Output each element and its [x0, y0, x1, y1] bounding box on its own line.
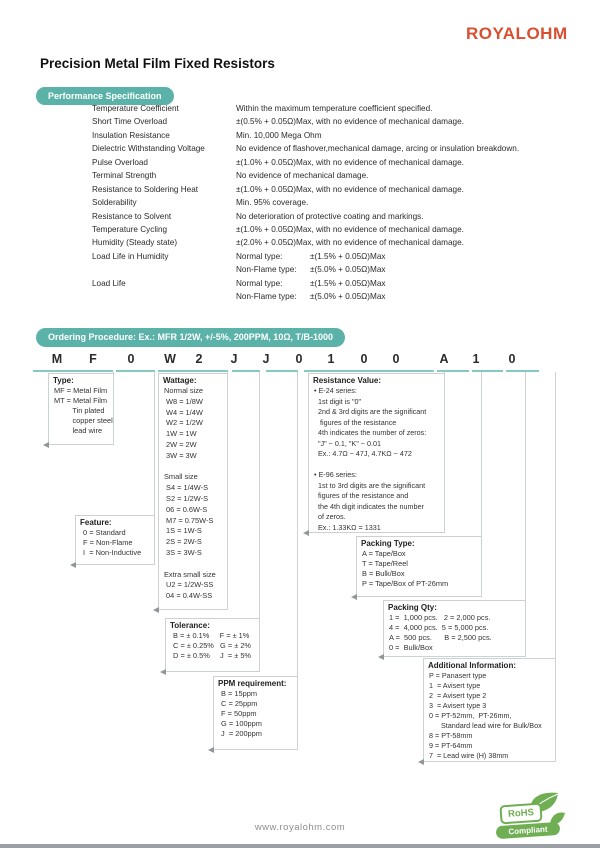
rohs-compliant-label: Compliant — [496, 822, 561, 839]
code-char: 0 — [360, 352, 368, 366]
legend-line: I = Non-Inductive — [81, 548, 142, 557]
spec-row — [92, 292, 578, 305]
spec-label: Terminal Strength — [92, 171, 157, 181]
legend-line — [159, 462, 227, 473]
code-underline — [232, 370, 260, 372]
legend-line: 1st to 3rd digits are the significant — [314, 480, 426, 490]
legend-line: 4 = 4,000 pcs. 5 = 5,000 pcs. — [389, 623, 489, 632]
spec-value: No evidence of flashover,mechanical damage, arcing or insulation breakdown. — [236, 144, 520, 154]
spec-row — [92, 225, 578, 238]
spec-row — [92, 212, 578, 225]
tolerance-legend-box — [165, 618, 260, 672]
left-arrow-icon — [418, 759, 424, 765]
legend-line: "J" ~ 0.1, "K" ~ 0.01 — [314, 438, 381, 448]
spec-value: ±(1.0% + 0.05Ω)Max, with no evidence of mechanical damage. — [236, 224, 464, 234]
legend-line: B = 15ppm — [219, 689, 258, 698]
legend-line: 1W = 1W — [164, 429, 197, 439]
legend-line: A = 500 pcs. B = 2,500 pcs. — [389, 633, 492, 642]
legend-line: T = Tape/Reel — [362, 559, 408, 568]
spec-row — [92, 131, 578, 144]
spec-value: ±(5.0% + 0.05Ω)Max — [310, 292, 386, 302]
code-char: M — [51, 352, 63, 366]
legend-line: 2S = 2W-S — [164, 537, 202, 547]
spec-row — [92, 171, 578, 184]
code-char: 0 — [508, 352, 516, 366]
performance-spec-table — [92, 104, 578, 306]
legend-line: C = 25ppm — [219, 699, 258, 708]
legend-line: S4 = 1/4W-S — [164, 483, 209, 493]
legend-line: W2 = 1/2W — [164, 418, 203, 428]
legend-line: 0 = Standard — [81, 528, 126, 537]
legend-title: Packing Type: — [361, 539, 415, 548]
left-arrow-icon — [208, 747, 214, 753]
spec-row — [92, 158, 578, 171]
legend-line: • E-96 series: — [314, 470, 357, 479]
left-arrow-icon — [303, 530, 309, 536]
footer-website: www.royalohm.com — [254, 822, 346, 833]
spec-value: ±(1.5% + 0.05Ω)Max — [310, 251, 386, 261]
spec-row — [92, 198, 578, 211]
page-title: Precision Metal Film Fixed Resistors — [40, 56, 275, 71]
code-underline — [158, 370, 228, 372]
legend-line: 3W = 3W — [164, 450, 197, 460]
legend-line: figures of the resistance — [314, 417, 397, 427]
performance-specification-heading: Performance Specification — [36, 87, 174, 105]
legend-line: B = Bulk/Box — [362, 569, 405, 578]
left-arrow-icon — [70, 562, 76, 568]
legend-line: 1 = 1,000 pcs. 2 = 2,000 pcs. — [389, 613, 491, 622]
legend-line: W8 = 1/8W — [164, 396, 203, 406]
code-char: A — [439, 352, 449, 366]
legend-line: S2 = 1/2W-S — [164, 493, 209, 503]
legend-line: MF = Metal Film — [54, 386, 108, 395]
left-arrow-icon — [153, 607, 159, 613]
code-underline — [437, 370, 469, 372]
code-char: 0 — [127, 352, 135, 366]
spec-label: Resistance to Solvent — [92, 211, 172, 221]
wattage-legend-box — [158, 373, 228, 610]
legend-line: 1st digit is "0" — [314, 396, 362, 406]
spec-label: Load Life — [92, 278, 126, 288]
feature-legend-box — [75, 515, 155, 565]
legend-title: Resistance Value: — [313, 376, 382, 385]
legend-title: Packing Qty: — [388, 603, 437, 612]
legend-line: Ex.: 1.33KΩ = 1331 — [314, 522, 381, 532]
legend-line: F = Non-Flame — [81, 538, 133, 547]
spec-sub-label: Non-Flame type: — [236, 265, 297, 275]
legend-line: 4th indicates the number of zeros: — [314, 428, 427, 437]
legend-line: 2W = 2W — [164, 439, 197, 449]
type-legend-box — [48, 373, 114, 445]
spec-value: Min. 10,000 Mega Ohm — [236, 130, 322, 140]
left-arrow-icon — [160, 669, 166, 675]
spec-label: Dielectric Withstanding Voltage — [92, 144, 205, 154]
spec-label: Resistance to Soldering Heat — [92, 184, 199, 194]
code-char: W — [164, 352, 176, 366]
code-char: J — [262, 352, 270, 366]
legend-line: W4 = 1/4W — [164, 407, 203, 417]
legend-line: 1S = 1W-S — [164, 526, 202, 536]
left-arrow-icon — [43, 442, 49, 448]
legend-line — [309, 460, 444, 471]
legend-line: Normal size — [164, 386, 204, 395]
code-underline — [266, 370, 298, 372]
packing-qty-legend-box — [383, 600, 526, 657]
spec-value: Within the maximum temperature coefficient specified. — [236, 104, 433, 113]
legend-title: Wattage: — [163, 376, 197, 385]
legend-line: copper steel — [54, 416, 113, 425]
spec-row — [92, 185, 578, 198]
spec-value: ±(1.0% + 0.05Ω)Max, with no evidence of mechanical damage. — [236, 184, 464, 194]
legend-line: 06 = 0.6W-S — [164, 504, 208, 514]
code-char: J — [230, 352, 238, 366]
legend-line: J = 200ppm — [219, 729, 262, 738]
legend-line: Small size — [164, 472, 198, 482]
legend-line: U2 = 1/2W-SS — [164, 580, 214, 590]
code-underline — [116, 370, 155, 372]
legend-line: C = ± 0.25% G = ± 2% — [171, 641, 252, 650]
legend-line: 2nd & 3rd digits are the significant — [314, 407, 427, 416]
left-arrow-icon — [378, 654, 384, 660]
spec-label: Humidity (Steady state) — [92, 238, 178, 248]
spec-label: Pulse Overload — [92, 157, 148, 167]
rohs-label: RoHS — [499, 803, 542, 825]
legend-line: 1 = Avisert type — [429, 681, 481, 690]
legend-line: MT = Metal Film — [54, 396, 108, 405]
code-underline — [472, 370, 503, 372]
legend-line: figures of the resistance and — [314, 491, 409, 500]
legend-line: Extra small size — [164, 569, 216, 579]
spec-sub-label: Non-Flame type: — [236, 292, 297, 302]
legend-line: • E-24 series: — [314, 386, 357, 395]
spec-value: No deterioration of protective coating and markings. — [236, 211, 424, 221]
ppm-legend-box — [213, 676, 298, 750]
spec-value: No evidence of mechanical damage. — [236, 171, 369, 181]
ordering-procedure-heading: Ordering Procedure: Ex.: MFR 1/2W, +/-5%, 200PPM, 10Ω, T/B-1000 — [36, 328, 345, 347]
code-char: 1 — [327, 352, 335, 366]
legend-line: 2 = Avisert type 2 — [429, 691, 487, 700]
legend-title: PPM requirement: — [218, 679, 287, 688]
legend-line: the 4th digit indicates the number — [314, 501, 424, 511]
code-underline — [304, 370, 434, 372]
spec-row — [92, 279, 578, 292]
legend-line: P = Tape/Box of PT-26mm — [362, 579, 449, 588]
legend-line: P = Panasert type — [429, 671, 487, 680]
rohs-compliant-badge — [496, 790, 568, 842]
legend-line: B = ± 0.1% F = ± 1% — [171, 631, 250, 640]
spec-label: Insulation Resistance — [92, 130, 170, 140]
legend-line: 3S = 3W-S — [164, 547, 202, 557]
spec-label: Temperature Coefficient — [92, 104, 179, 113]
spec-row — [92, 144, 578, 157]
legend-line: M7 = 0.75W-S — [164, 515, 214, 525]
spec-row — [92, 252, 578, 265]
additional-information-legend-box — [423, 658, 556, 762]
spec-sub-label: Normal type: — [236, 278, 283, 288]
bottom-bar — [0, 844, 600, 848]
code-char: F — [89, 352, 97, 366]
resistance-value-legend-box — [308, 373, 445, 533]
code-char: 0 — [295, 352, 303, 366]
legend-line: F = 50ppm — [219, 709, 257, 718]
legend-line: Standard lead wire for Bulk/Box — [429, 721, 542, 730]
spec-value: ±(1.0% + 0.05Ω)Max, with no evidence of mechanical damage. — [236, 157, 464, 167]
spec-label: Load Life in Humidity — [92, 251, 169, 261]
legend-line: of zeros. — [314, 512, 346, 521]
spec-value: ±(0.5% + 0.05Ω)Max, with no evidence of mechanical damage. — [236, 117, 464, 127]
packing-type-legend-box — [356, 536, 482, 597]
spec-sub-label: Normal type: — [236, 251, 283, 261]
legend-title: Type: — [53, 376, 74, 385]
legend-line: 3 = Avisert type 3 — [429, 701, 487, 710]
legend-line: Ex.: 4.7Ω ~ 47J, 4.7KΩ ~ 472 — [314, 449, 412, 458]
spec-row — [92, 265, 578, 278]
code-char: 2 — [195, 352, 203, 366]
legend-line: 0 = Bulk/Box — [389, 643, 433, 652]
legend-line: 9 = PT-64mm — [429, 741, 473, 750]
legend-line: lead wire — [54, 426, 103, 435]
spec-row — [92, 104, 578, 117]
legend-line: A = Tape/Box — [362, 549, 406, 558]
spec-value: ±(1.5% + 0.05Ω)Max — [310, 278, 386, 288]
legend-line: D = ± 0.5% J = ± 5% — [171, 651, 251, 660]
spec-value: ±(2.0% + 0.05Ω)Max, with no evidence of mechanical damage. — [236, 238, 464, 248]
legend-line: 04 = 0.4W-SS — [164, 591, 213, 601]
spec-row — [92, 238, 578, 251]
legend-line — [159, 559, 227, 570]
legend-title: Tolerance: — [170, 621, 210, 630]
legend-line: 7 = Lead wire (H) 38mm — [429, 751, 509, 760]
legend-line: G = 100ppm — [219, 719, 262, 728]
code-char: 0 — [392, 352, 400, 366]
legend-line: 0 = PT-52mm, PT-26mm, — [429, 711, 512, 720]
legend-title: Additional Information: — [428, 661, 516, 670]
spec-label: Short Time Overload — [92, 117, 168, 127]
royalohm-logo: ROYALOHM — [466, 24, 568, 43]
spec-label: Temperature Cycling — [92, 224, 168, 234]
legend-line: Tin plated — [54, 406, 105, 415]
spec-label: Solderability — [92, 198, 137, 208]
code-underline — [33, 370, 113, 372]
spec-value: ±(5.0% + 0.05Ω)Max — [310, 265, 386, 275]
legend-line: 8 = PT-58mm — [429, 731, 473, 740]
code-underline — [506, 370, 539, 372]
code-char: 1 — [472, 352, 480, 366]
spec-row — [92, 117, 578, 130]
left-arrow-icon — [351, 594, 357, 600]
legend-title: Feature: — [80, 518, 112, 527]
spec-value: Min. 95% coverage. — [236, 198, 309, 208]
